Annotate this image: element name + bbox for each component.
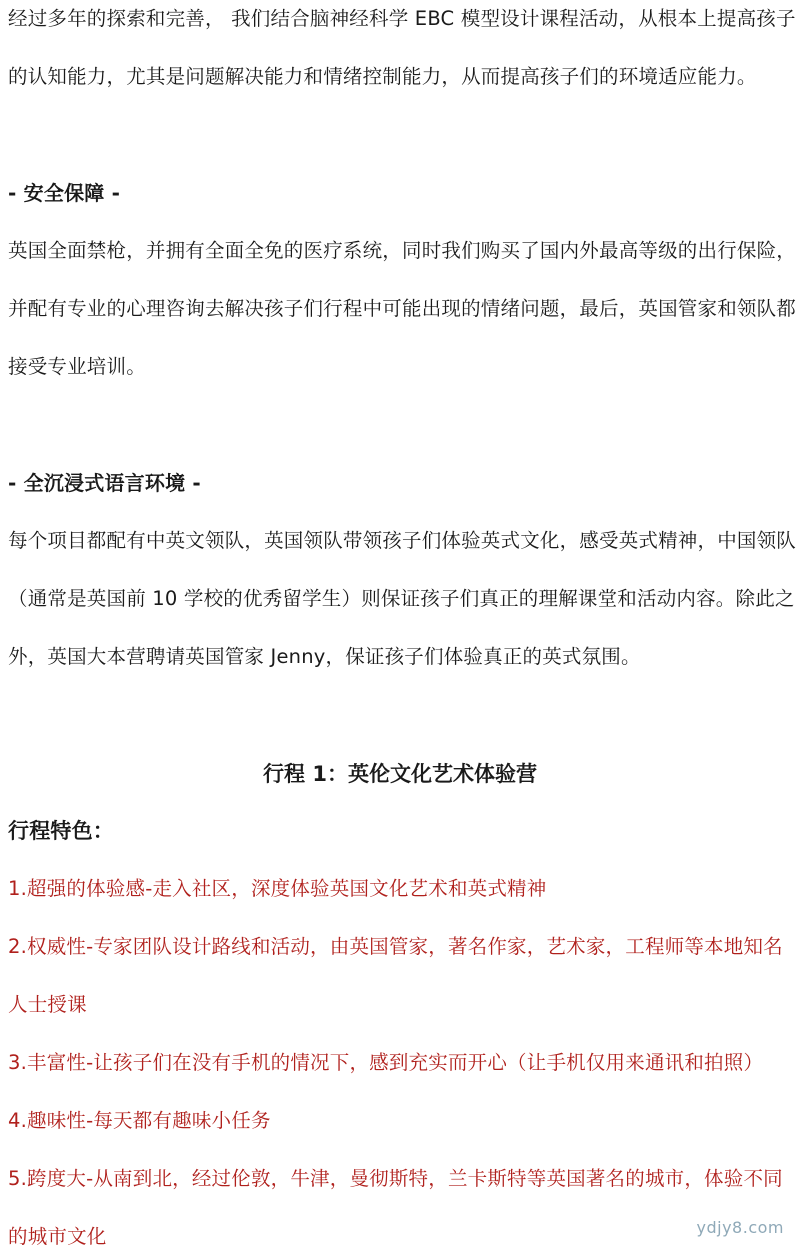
- feature-item-2: 2.权威性-专家团队设计路线和活动，由英国管家，著名作家，艺术家，工程师等本地知名: [8, 935, 783, 958]
- safety-heading: - 安全保障 -: [8, 181, 121, 205]
- feature-item-5: 5.跨度大-从南到北，经过伦敦，牛津，曼彻斯特，兰卡斯特等英国著名的城市，体验不同: [8, 1167, 783, 1190]
- safety-line-2: 并配有专业的心理咨询去解决孩子们行程中可能出现的情绪问题，最后，英国管家和领队都: [8, 297, 797, 320]
- feature-item-3: 3.丰富性-让孩子们在没有手机的情况下，感到充实而开心（让手机仅用来通讯和拍照）: [8, 1051, 764, 1074]
- immersion-line-2: （通常是英国前 10 学校的优秀留学生）则保证孩子们真正的理解课堂和活动内容。除此之: [8, 587, 795, 610]
- itinerary-title: 行程 1：英伦文化艺术体验营: [263, 762, 537, 786]
- safety-line-1: 英国全面禁枪，并拥有全面全免的医疗系统，同时我们购买了国内外最高等级的出行保险，: [8, 239, 797, 262]
- feature-item-5-cont: 的城市文化: [8, 1225, 107, 1248]
- intro-line-2: 的认知能力，尤其是问题解决能力和情绪控制能力，从而提高孩子们的环境适应能力。: [8, 65, 757, 88]
- intro-line-1: 经过多年的探索和完善， 我们结合脑神经科学 EBC 模型设计课程活动，从根本上提高孩子: [8, 7, 796, 30]
- immersion-line-3: 外，英国大本营聘请英国管家 Jenny，保证孩子们体验真正的英式氛围。: [8, 645, 641, 668]
- feature-item-4: 4.趣味性-每天都有趣味小任务: [8, 1109, 271, 1132]
- features-label: 行程特色：: [8, 819, 114, 843]
- feature-item-1: 1.超强的体验感-走入社区，深度体验英国文化艺术和英式精神: [8, 877, 547, 900]
- immersion-heading: - 全沉浸式语言环境 -: [8, 471, 201, 495]
- site-watermark: ydjy8.com: [696, 1218, 784, 1237]
- immersion-line-1: 每个项目都配有中英文领队，英国领队带领孩子们体验英式文化，感受英式精神，中国领队: [8, 529, 797, 552]
- safety-line-3: 接受专业培训。: [8, 355, 146, 378]
- feature-item-2-cont: 人士授课: [8, 993, 87, 1016]
